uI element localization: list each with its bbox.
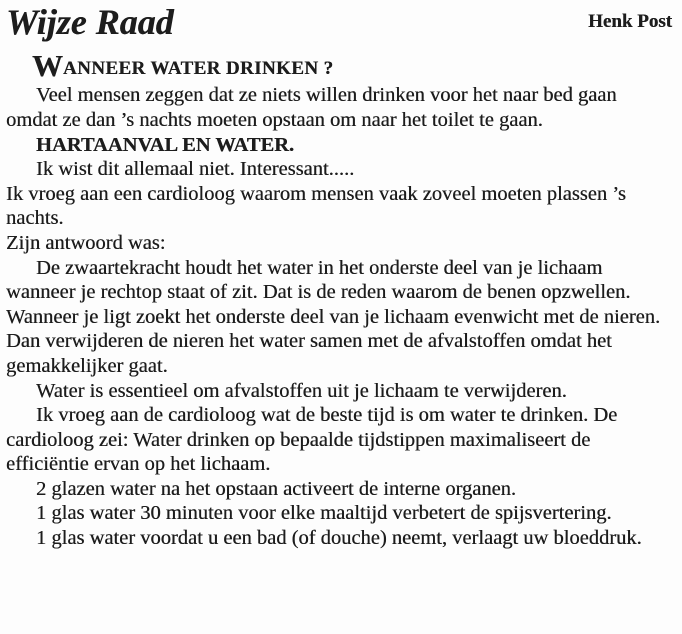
list-item-tip-2: 1 glas water 30 minuten voor elke maaltijd verbetert de spijsvertering.	[36, 502, 612, 525]
subheading-hartaanval: HARTAANVAL EN WATER.	[36, 133, 295, 156]
paragraph-antwoord-label: Zijn antwoord was:	[6, 231, 166, 254]
page-title: Wijze Raad	[6, 2, 174, 42]
paragraph-zwaartekracht: De zwaartekracht houdt het water in het onderste deel van je lichaam wanneer je rechtop staat of zit. Dat is de reden waarom de benen opzwellen. Wanneer je ligt zoekt het onderste deel van je lichaam evenwicht met de nieren. Dan verwijderen de nieren het water samen met de afvalstoffen omdat het gemakkelijker gaat.	[6, 256, 661, 377]
masthead	[6, 2, 672, 43]
section-heading	[32, 48, 672, 84]
paragraph-intro: Veel mensen zeggen dat ze niets willen drinken voor het naar bed gaan omdat ze dan ’s nachts moeten opstaan om naar het toilet te gaan.	[6, 84, 617, 131]
paragraph-water-essentieel: Water is essentieel om afvalstoffen uit je lichaam te verwijderen.	[36, 379, 567, 402]
list-item-tip-1: 2 glazen water na het opstaan activeert de interne organen.	[36, 477, 517, 500]
section-heading-initial: W	[32, 48, 63, 84]
tips-list	[6, 477, 672, 551]
list-item-tip-3: 1 glas water voordat u een bad (of douche) neemt, verlaagt uw bloeddruk.	[36, 527, 642, 550]
author-name: Henk Post	[588, 11, 672, 32]
paragraph-interessant: Ik wist dit allemaal niet. Interessant.....	[36, 158, 355, 181]
paragraph-beste-tijd: Ik vroeg aan de cardioloog wat de beste tijd is om water te drinken. De cardioloog zei: Water drinken op bepaalde tijdstippen maximaliseert de efficiëntie ervan op het lichaam.	[6, 404, 618, 476]
paragraph-cardioloog-vraag: Ik vroeg aan een cardioloog waarom mensen vaak zoveel moeten plassen ’s nachts.	[6, 182, 626, 230]
section-heading-rest: ANNEER WATER DRINKEN ?	[63, 58, 334, 80]
